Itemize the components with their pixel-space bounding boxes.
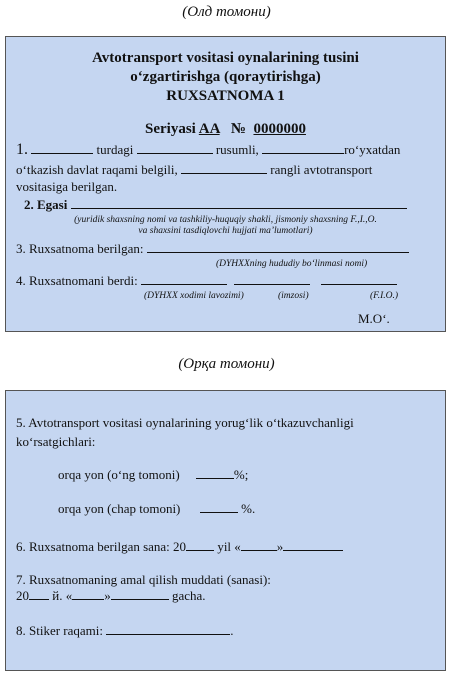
item1-line2 [16,162,372,178]
series-number-line [6,121,445,138]
item7-year-text: й. « [52,588,73,603]
item1-type-text: turdagi [96,142,134,157]
item6-day-blank [241,549,277,551]
item7-line2 [16,588,206,604]
rear-left-label: orqa yon (chap tomoni) [58,501,181,516]
back-side-heading: (Орқа томони) [178,356,275,372]
item1-line3: vositasiga berilgan. [16,179,118,194]
item7-suffix: gacha. [171,588,206,603]
registration-blank [262,152,344,154]
number-value: 0000000 [253,121,306,137]
item6-month-blank [283,549,343,551]
item3-line [16,241,409,257]
item6-close-quote: » [276,539,284,554]
item1-line1 [16,141,400,159]
model-blank [137,152,213,154]
rear-left-line [58,501,255,517]
item2-owner-line [24,197,407,213]
rear-right-label: orqa yon (o‘ng tomoni) [58,467,180,482]
item1-registration-text: ro‘yxatdan [344,142,401,157]
item2-note1: (yuridik shaxsning nomi va tashkiliy-huquqiy shakli, jismoniy shaxsning F.,I.,O. [74,215,377,225]
type-blank [31,152,93,154]
permit-title-line1: Avtotransport vositasi oynalarining tusini [92,50,359,66]
item8-label: 8. Stiker raqami: [16,623,104,638]
item2-owner-label: 2. Egasi [24,197,68,212]
item2-note2: va shaxsini tasdiqlovchi hujjati ma’lumotlari) [138,226,313,236]
position-blank [141,283,227,285]
item8-line [16,623,234,639]
item1-color-text: rangli avtotransport [270,162,373,177]
item7-prefix: 20 [16,588,29,603]
item1-plate-text: o‘tkazish davlat raqami belgili, [16,162,178,177]
series-label: Seriyasi [145,121,196,137]
permit-front-panel [5,36,446,332]
color-blank [181,172,267,174]
fio-blank [321,283,397,285]
item4-label: 4. Ruxsatnomani berdi: [16,273,138,288]
item4-note-fio: (F.I.O.) [370,291,399,301]
rear-left-blank [200,511,238,513]
rear-right-line [58,467,248,483]
item1-number: 1. [16,141,28,158]
stamp-place: M.O‘. [358,311,390,326]
owner-blank [71,207,407,209]
item6-line [16,539,343,555]
item7-day-blank [72,598,104,600]
front-side-heading: (Олд томони) [182,4,271,20]
item8-end: . [230,623,234,638]
item6-year-text: yil « [217,539,241,554]
item1-model-text: rusumli, [215,142,259,157]
permit-title-line3: RUXSATNOMA 1 [166,88,285,104]
item6-year-blank [186,549,214,551]
item3-label: 3. Ruxsatnoma berilgan: [16,241,144,256]
item5-line1: 5. Avtotransport vositasi oynalarining yorug‘lik o‘tkazuvchanligi [16,415,354,430]
issued-blank [147,251,409,253]
rear-right-unit: %; [233,467,249,482]
item4-line [16,273,397,289]
permit-title-line2: o‘zgartirishga (qoraytirishga) [130,69,321,85]
series-value: AA [198,121,220,137]
item7-month-blank [111,598,169,600]
item7-line1: 7. Ruxsatnomaning amal qilish muddati (sanasi): [16,572,271,587]
signature-blank [234,283,310,285]
item4-note-signature: (imzosi) [278,291,309,301]
sticker-blank [106,633,230,635]
item6-label: 6. Ruxsatnoma berilgan sana: 20 [16,539,187,554]
rear-left-unit: %. [241,501,256,516]
item4-note-position: (DYHXX xodimi lavozimi) [144,291,244,301]
number-sign: № [230,121,246,137]
item3-note: (DYHXXning hududiy bo‘linmasi nomi) [216,259,368,269]
item5-line2: ko‘rsatgichlari: [16,434,96,449]
rear-right-blank [196,477,234,479]
item7-close-quote: » [104,588,111,603]
item7-year-blank [29,598,49,600]
permit-back-panel [5,390,446,671]
